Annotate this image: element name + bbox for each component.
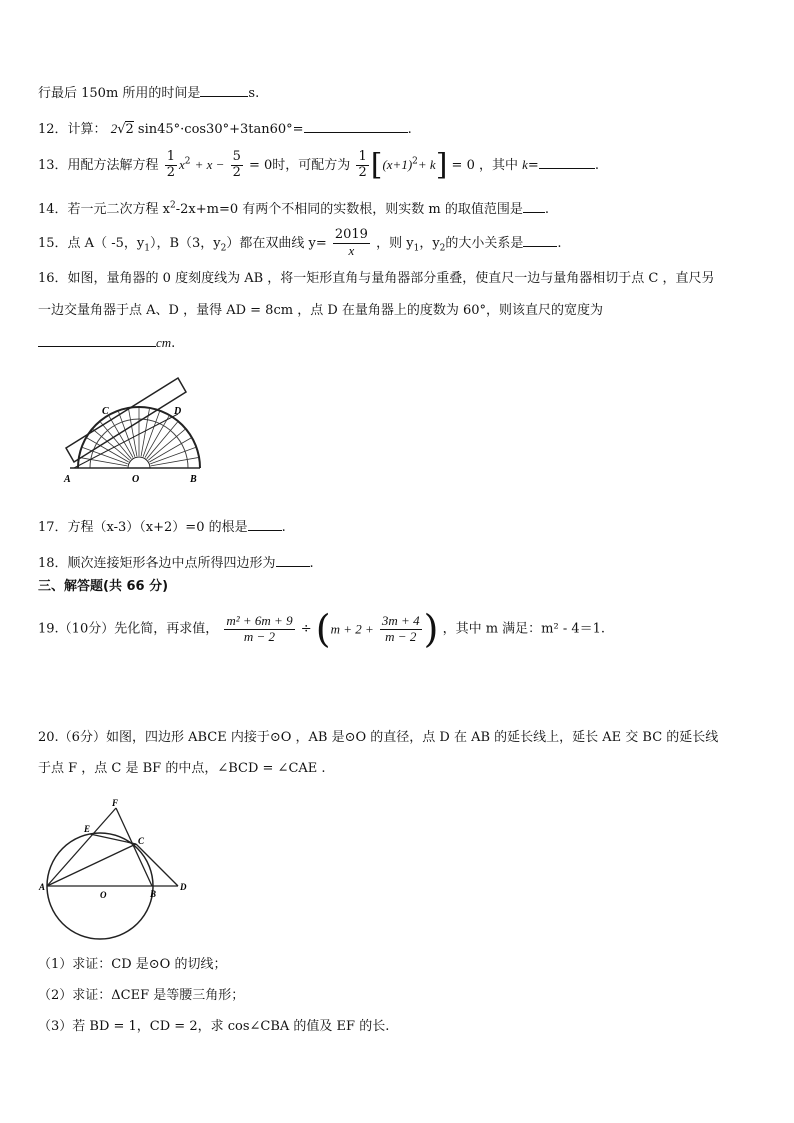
q15-line — [38, 228, 562, 259]
segment-AF — [47, 808, 116, 886]
q16-end: . — [171, 336, 176, 351]
q18-text: 18．顺次连接矩形各边中点所得四边形为 — [38, 556, 276, 571]
q15-sub-d1: 1 — [413, 243, 420, 254]
q20-label-B: B — [150, 889, 157, 899]
q16-label-O: O — [132, 474, 140, 485]
q16-answer-blank[interactable] — [38, 334, 156, 347]
q14-rest: -2x+m=0 有两个不相同的实数根，则实数 m 的取值范围是 — [175, 202, 523, 217]
q19-tail: ，其中 m 满足：m² - 4＝1. — [442, 621, 606, 637]
q20-line-2: 于点 F ，点 C 是 BF 的中点，∠BCD = ∠CAE . — [38, 761, 326, 776]
q12-radicand: 2 — [125, 122, 134, 137]
q12-expression: sin45°·cos30°+3tan60°= — [137, 122, 304, 137]
q20-sub-1: （1）求证：CD 是⊙O 的切线； — [38, 957, 227, 972]
q16-line-3 — [38, 334, 175, 350]
q19-left-paren: ( — [315, 607, 331, 651]
q18-answer-blank[interactable] — [276, 554, 310, 567]
q16-line-1: 16．如图，量角器的 0 度刻度线为 AB ，将一矩形直角与量角器部分重叠，使直尺一边与量角器相切于点 C ，直尺另 — [38, 271, 715, 286]
q13-inner2: + k — [417, 156, 436, 172]
q19-inner: m + 2 + — [330, 621, 374, 637]
q12-line — [38, 120, 412, 136]
section-3-title: 三、解答题(共 66 分) — [38, 579, 169, 594]
q16-unit: cm — [156, 335, 172, 350]
q15-text-e: ，y — [419, 235, 440, 251]
q13-fraction-1: $\frac{1}{2}$ — [166, 149, 175, 180]
q16-label-D: D — [174, 406, 182, 417]
q13-eq2: = 0 ，其中 — [451, 157, 518, 173]
q15-text-d: ，则 y — [376, 235, 414, 251]
q16-label-A: A — [64, 474, 71, 485]
q13-inner-sq: 2 — [412, 156, 418, 167]
q12-end: . — [407, 122, 412, 137]
protractor-tick — [129, 409, 137, 456]
q15-answer-blank[interactable] — [523, 234, 557, 247]
q15-text-c: ）都在双曲线 y= — [226, 235, 327, 251]
q20-line-1: 20.（6分）如图，四边形 ABCE 内接于⊙O ，AB 是⊙O 的直径，点 D 在 AB 的延长线上，延长 AE 交 BC 的延长线 — [38, 730, 719, 745]
q11-unit: s. — [248, 86, 260, 101]
q19-fraction-2: $\frac{3m + 4}{m - 2}$ — [381, 612, 420, 644]
q15-text-b: ），B（3，y — [149, 235, 221, 251]
q19-line — [38, 607, 606, 651]
q19-text: 19.（10分）先化简，再求值， — [38, 621, 219, 637]
q17-answer-blank[interactable] — [248, 518, 282, 531]
q13-keq: = — [527, 157, 539, 173]
q15-end: . — [557, 235, 562, 251]
q13-sq: 2 — [184, 156, 191, 167]
q20-label-D: D — [180, 882, 187, 892]
q11-answer-blank[interactable] — [200, 84, 248, 97]
protractor-tick — [143, 412, 159, 457]
q13-end: . — [594, 157, 599, 173]
q13-left-bracket: [ — [370, 147, 383, 183]
protractor-ticks — [79, 408, 199, 468]
q12-sqrt-sign: √ — [117, 122, 126, 137]
q16-line-2: 一边交量角器于点 A、D ，量得 AD = 8cm ，点 D 在量角器上的度数为 60°，则该直尺的宽度为 — [38, 303, 604, 318]
q19-fraction-1: $\frac{\text{m² + 6m + 9}}{m - 2}$ — [226, 612, 293, 644]
q20-sub-3: （3）若 BD = 1，CD = 2，求 cos∠CBA 的值及 EF 的长. — [38, 1019, 390, 1034]
q16-protractor-figure — [50, 370, 220, 490]
q13-line — [38, 147, 599, 183]
q17-text: 17．方程（x-3）（x+2）=0 的根是 — [38, 520, 248, 535]
q13-plus-x: + x − — [194, 156, 225, 172]
q13-right-bracket: ] — [435, 147, 448, 183]
q13-inner: (x+1) — [382, 156, 413, 172]
q15-text-a: 15．点 A（ -5，y — [38, 235, 145, 251]
protractor-tick — [83, 447, 128, 463]
q13-answer-blank[interactable] — [539, 156, 595, 169]
q14-sq: 2 — [170, 200, 176, 211]
q18-line — [38, 554, 314, 570]
q15-sub-d2: 2 — [439, 243, 446, 254]
q15-sub-b: 2 — [220, 243, 227, 254]
segment-FB — [116, 808, 152, 886]
q20-label-E: E — [84, 824, 91, 834]
q13-k: k — [522, 156, 528, 172]
q11-text: 行最后 150m 所用的时间是 — [38, 86, 201, 101]
q13-x: x — [178, 156, 185, 172]
q20-circle-figure — [38, 798, 198, 948]
q11-tail-line — [38, 84, 259, 100]
q14-answer-blank[interactable] — [523, 200, 545, 213]
q16-label-C: C — [102, 406, 109, 417]
q14-text: 14．若一元二次方程 x — [38, 202, 171, 217]
q15-text-f: 的大小关系是 — [445, 235, 524, 251]
q13-text: 13．用配方法解方程 — [38, 157, 159, 173]
q19-right-paren: ) — [423, 607, 439, 651]
q12-coef: 2 — [110, 121, 118, 136]
ruler-rectangle — [66, 378, 186, 462]
q15-sub-a: 1 — [144, 243, 150, 254]
q13-eq-text: = 0时，可配方为 — [249, 157, 351, 173]
q18-end: . — [309, 556, 314, 571]
q17-line — [38, 518, 286, 534]
q20-label-A: A — [39, 882, 46, 892]
q20-label-O: O — [100, 890, 107, 900]
q20-sub-2: （2）求证：ΔCEF 是等腰三角形； — [38, 988, 245, 1003]
q20-label-C: C — [138, 836, 145, 846]
q12-number: 12．计算： — [38, 122, 107, 137]
protractor-tick — [150, 447, 195, 463]
q20-label-F: F — [112, 798, 119, 808]
q12-answer-blank[interactable] — [304, 120, 408, 133]
protractor-tick — [118, 412, 134, 457]
q19-divide: ÷ — [300, 621, 312, 637]
q13-fraction-2: $\frac{5}{2}$ — [232, 149, 241, 180]
protractor-tick — [151, 458, 198, 466]
q15-fraction: $\frac{2019}{x}$ — [334, 227, 368, 258]
q17-end: . — [281, 520, 286, 535]
q16-label-B: B — [190, 474, 197, 485]
q13-fraction-3: $\frac{1}{2}$ — [358, 149, 367, 180]
q14-end: . — [544, 202, 549, 217]
q14-line — [38, 200, 549, 216]
